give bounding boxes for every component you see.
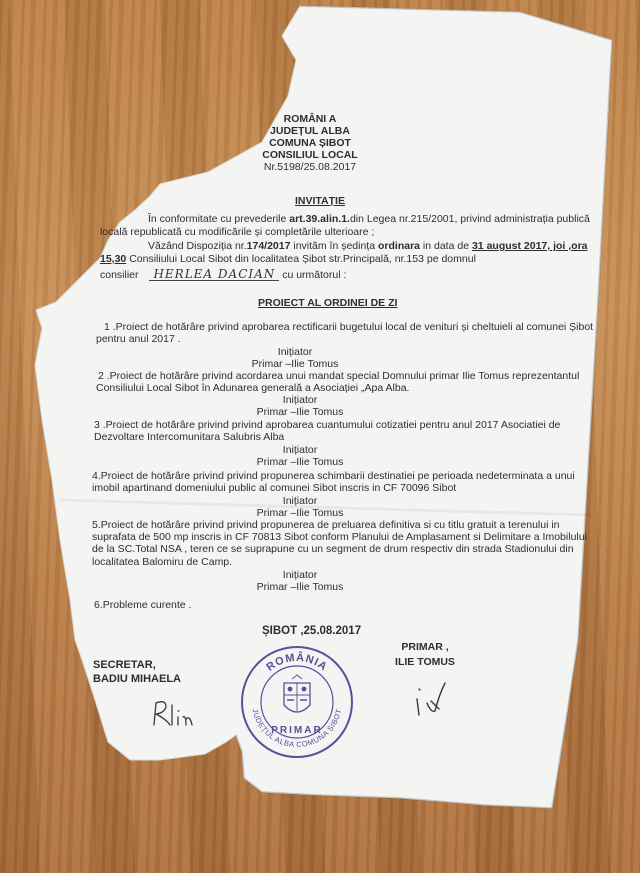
- agenda-item-2-line-1: 2 .Proiect de hotărâre privind acordarea unui mandat special Domnului primar Ilie Tomus reprezentantul: [98, 370, 580, 382]
- initiator-name-5: Primar –Ilie Tomus: [256, 581, 344, 593]
- initiator-label-3: Inițiator: [282, 444, 318, 456]
- document-title: INVITAȚIE: [295, 195, 345, 207]
- intro-line-3: Văzând Dispoziția nr.174/2017 invităm în ședința ordinara in data de 31 august 2017, joi ,ora: [148, 240, 588, 252]
- agenda-item-4-line-2: imobil apartinand domeniului public al comunei Sibot inscris in CF 70096 Sibot: [92, 482, 457, 494]
- initiator-label-2: Inițiator: [282, 394, 318, 406]
- secretary-title: SECRETAR,: [93, 659, 156, 671]
- agenda-item-3-line-2: Dezvoltare Intercomunitara Salubris Alba: [94, 431, 285, 443]
- stamp-bottom-text: PRIMAR: [271, 725, 323, 736]
- initiator-name-3: Primar –Ilie Tomus: [256, 456, 344, 468]
- header-number: Nr.5198/25.08.2017: [263, 161, 357, 173]
- handwritten-councillor-name: HERLEA DACIAN: [149, 268, 279, 281]
- agenda-item-4-line-1: 4.Proiect de hotărâre privind privind propunerea schimbarii destinatiei pe perioada nedeterminata a unui: [92, 470, 575, 482]
- coat-of-arms-icon: [284, 675, 310, 712]
- intro-line-1: În conformitate cu prevederile art.39.alin.1.din Legea nr.215/2001, privind administrația publică: [148, 213, 590, 225]
- mayor-title: PRIMAR ,: [401, 641, 449, 653]
- header-council: CONSILIUL LOCAL: [262, 149, 358, 161]
- initiator-name-1: Primar –Ilie Tomus: [251, 358, 339, 370]
- header-country: ROMÂNI A: [283, 113, 337, 125]
- secretary-signature: [148, 695, 198, 733]
- agenda-item-1-line-1: 1 .Proiect de hotărâre privind aprobarea rectificarii bugetului local de venituri și cheltuieli al comunei Șibot: [104, 321, 594, 333]
- agenda-item-6: 6.Probleme curente .: [94, 599, 192, 611]
- place-date: ȘIBOT ,25.08.2017: [262, 625, 362, 637]
- agenda-item-1-line-2: pentru anul 2017 .: [96, 333, 181, 345]
- intro-line-2: locală republicată cu modificările și completările ulterioare ;: [100, 226, 375, 238]
- agenda-item-5-line-4: localitatea Balomiru de Camp.: [92, 556, 233, 568]
- header-commune: COMUNA ȘIBOT: [269, 137, 351, 149]
- official-stamp: [238, 643, 356, 761]
- initiator-label-4: Inițiator: [282, 495, 318, 507]
- initiator-name-2: Primar –Ilie Tomus: [256, 406, 344, 418]
- agenda-item-5-line-1: 5.Proiect de hotărâre privind privind propunerea de preluarea definitiva si cu titlu gratuit a terenului in: [92, 519, 560, 531]
- initiator-label-1: Inițiator: [277, 346, 313, 358]
- agenda-item-5-line-3: de la SC.Total NSA , teren ce se suprapune cu un segment de drum respectiv din strada Stadionului din: [92, 543, 574, 555]
- stamp-ring-text: JUDEȚUL ALBA COMUNA ȘIBOT: [250, 707, 344, 750]
- agenda-title: PROIECT AL ORDINEI DE ZI: [258, 297, 398, 309]
- agenda-item-3-line-1: 3 .Proiect de hotărâre privind privind aprobarea cuantumului cotizatiei pentru anul 2017 Asociatiei de: [94, 419, 561, 431]
- initiator-name-4: Primar –Ilie Tomus: [256, 507, 344, 519]
- secretary-name: BADIU MIHAELA: [93, 673, 181, 685]
- mayor-signature: [405, 675, 465, 725]
- agenda-item-5-line-2: suprafata de 500 mp inscris in CF 70813 Sibot conform Planului de Amplasament si Delimitare a Imobilului: [92, 531, 587, 543]
- mayor-name: ILIE TOMUS: [395, 656, 455, 668]
- initiator-label-5: Inițiator: [282, 569, 318, 581]
- intro-line-5: consilier HERLEA DACIAN cu următorul :: [100, 267, 347, 281]
- intro-line-4: 15,30 Consiliului Local Sibot din localitatea Șibot str.Principală, nr.153 pe domnul: [100, 253, 476, 265]
- stamp-top-text: ROMÂNIA: [264, 651, 330, 674]
- header-county: JUDEȚUL ALBA: [270, 125, 350, 137]
- agenda-item-2-line-2: Consiliului Local Sibot în Adunarea generală a Asociației „Apa Alba.: [96, 382, 410, 394]
